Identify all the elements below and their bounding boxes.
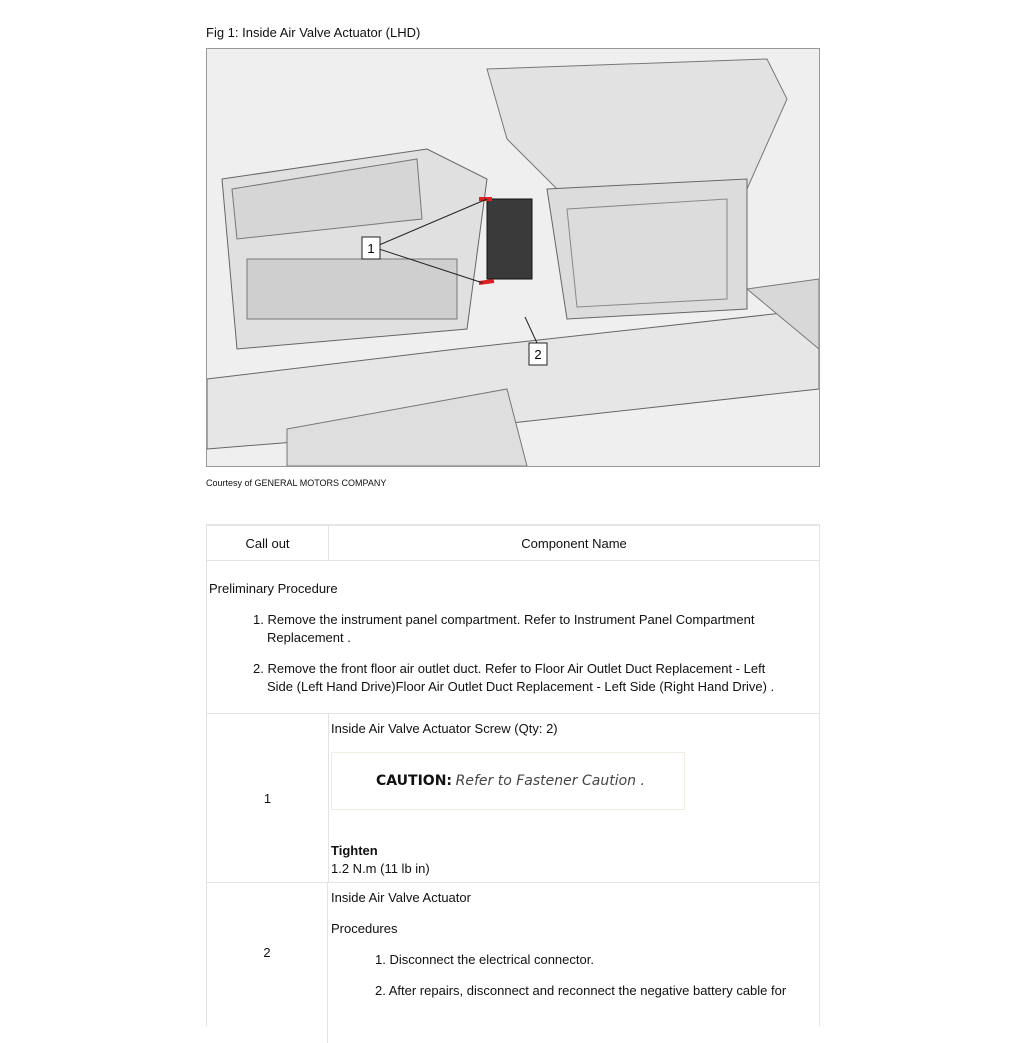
- tighten-value: 1.2 N.m (11 lb in): [331, 861, 430, 876]
- procedure-step-1: 1. Disconnect the electrical connector.: [375, 952, 594, 967]
- procedure-step-2: 2. After repairs, disconnect and reconnect the negative battery cable for: [375, 983, 787, 998]
- caution-link[interactable]: Refer to Fastener Caution .: [455, 773, 645, 789]
- callout-label-1: 1: [367, 241, 375, 256]
- courtesy-note: Courtesy of GENERAL MOTORS COMPANY: [206, 478, 387, 488]
- component-name: Inside Air Valve Actuator Screw (Qty: 2): [331, 721, 558, 736]
- figure-illustration: [206, 48, 820, 467]
- preliminary-step-2-cont: Side (Left Hand Drive)Floor Air Outlet Duct Replacement - Left Side (Right Hand Drive) .: [267, 679, 775, 694]
- preliminary-step-1: 1. Remove the instrument panel compartment. Refer to Instrument Panel Compartment: [253, 612, 755, 627]
- preliminary-step-1-cont: Replacement .: [267, 630, 351, 645]
- callout-number: 2: [207, 883, 328, 1043]
- preliminary-procedure-row: [207, 561, 819, 714]
- preliminary-title: Preliminary Procedure: [209, 581, 338, 596]
- figure-title: Fig 1: Inside Air Valve Actuator (LHD): [206, 25, 421, 40]
- preliminary-step-2: 2. Remove the front floor air outlet duct. Refer to Floor Air Outlet Duct Replacement - Left: [253, 661, 766, 676]
- callout-label-2: 2: [534, 347, 542, 362]
- table-row: [207, 714, 819, 883]
- callout-number: 1: [207, 714, 329, 882]
- table-header-row: [207, 526, 819, 561]
- tighten-label: Tighten: [331, 843, 378, 858]
- hvac-module-drawing: [207, 49, 819, 466]
- component-name: Inside Air Valve Actuator: [331, 890, 471, 905]
- header-component-name: Component Name: [521, 535, 627, 551]
- procedures-label: Procedures: [331, 921, 398, 936]
- caution-label: CAUTION:: [376, 773, 453, 789]
- table-row: [207, 883, 819, 1043]
- component-table: [206, 524, 820, 1026]
- caution-box: [331, 752, 685, 810]
- header-callout: Call out: [207, 526, 329, 560]
